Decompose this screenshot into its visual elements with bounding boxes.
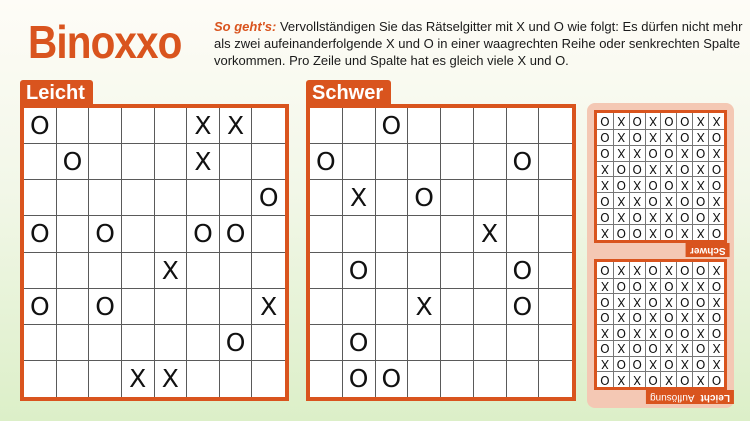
grid-cell[interactable] xyxy=(441,325,474,361)
grid-cell: O xyxy=(676,192,692,208)
grid-cell[interactable] xyxy=(89,361,122,397)
solution-grid-leicht xyxy=(594,259,727,390)
grid-cell[interactable] xyxy=(24,180,57,216)
grid-cell: X xyxy=(645,129,661,145)
grid-cell: O xyxy=(89,216,122,252)
grid-cell: O xyxy=(600,262,610,277)
grid-cell[interactable] xyxy=(57,361,90,397)
grid-cell: O xyxy=(692,145,708,161)
grid-cell: X xyxy=(692,129,708,145)
grid-cell: O xyxy=(692,208,708,224)
grid-cell[interactable] xyxy=(252,361,285,397)
grid-cell[interactable] xyxy=(539,216,572,252)
puzzle-grid-schwer xyxy=(306,104,576,401)
grid-cell[interactable] xyxy=(474,144,507,180)
grid-cell: O xyxy=(376,108,409,144)
grid-cell: O xyxy=(597,371,613,387)
grid-cell[interactable] xyxy=(376,325,409,361)
grid-cell: X xyxy=(645,278,661,294)
grid-cell: O xyxy=(661,278,677,294)
grid-cell: O xyxy=(343,361,376,397)
grid-cell[interactable] xyxy=(89,253,122,289)
grid-cell[interactable] xyxy=(24,253,57,289)
grid-cell: O xyxy=(661,325,677,341)
grid-cell[interactable] xyxy=(89,325,122,361)
grid-cell: X xyxy=(220,108,253,144)
grid-cell: O xyxy=(613,161,629,177)
grid-cell[interactable] xyxy=(57,216,90,252)
grid-cell: X xyxy=(629,145,645,161)
grid-cell: X xyxy=(661,371,677,387)
grid-cell: X xyxy=(613,371,629,387)
grid-cell[interactable] xyxy=(122,325,155,361)
grid-cell: O xyxy=(676,129,692,145)
grid-cell: O xyxy=(708,161,724,177)
grid-cell: O xyxy=(661,145,677,161)
grid-cell: O xyxy=(57,144,90,180)
grid-cell[interactable] xyxy=(122,216,155,252)
grid-cell[interactable] xyxy=(539,180,572,216)
grid-cell: O xyxy=(645,177,661,193)
grid-cell: O xyxy=(187,216,220,252)
grid-cell[interactable] xyxy=(474,180,507,216)
grid-cell[interactable] xyxy=(122,144,155,180)
grid-cell: X xyxy=(692,278,708,294)
grid-cell: O xyxy=(600,113,610,128)
grid-cell[interactable] xyxy=(539,289,572,325)
grid-cell[interactable] xyxy=(220,253,253,289)
grid-cell: O xyxy=(597,129,613,145)
grid-cell: O xyxy=(629,309,645,325)
grid-cell: X xyxy=(676,278,692,294)
grid-cell[interactable] xyxy=(122,289,155,325)
page-title: Binoxxo xyxy=(28,16,182,68)
grid-cell[interactable] xyxy=(57,180,90,216)
grid-cell: O xyxy=(220,325,253,361)
grid-cell: O xyxy=(343,325,376,361)
grid-cell: O xyxy=(661,356,677,372)
grid-cell: X xyxy=(187,144,220,180)
grid-cell[interactable] xyxy=(24,325,57,361)
grid-cell[interactable] xyxy=(155,108,188,144)
grid-cell: O xyxy=(629,113,645,129)
grid-cell[interactable] xyxy=(507,216,540,252)
grid-cell[interactable] xyxy=(408,108,441,144)
grid-cell[interactable] xyxy=(441,253,474,289)
grid-cell: X xyxy=(597,224,613,240)
grid-cell: X xyxy=(597,161,613,177)
grid-cell: X xyxy=(343,180,376,216)
grid-cell[interactable] xyxy=(310,361,343,397)
grid-cell[interactable] xyxy=(89,108,122,144)
grid-cell: X xyxy=(155,361,188,397)
grid-cell: O xyxy=(692,356,708,372)
grid-cell: O xyxy=(613,356,629,372)
grid-cell: X xyxy=(613,309,629,325)
grid-cell: X xyxy=(474,216,507,252)
grid-cell: X xyxy=(252,289,285,325)
grid-cell[interactable] xyxy=(155,144,188,180)
grid-cell: O xyxy=(597,309,613,325)
grid-cell[interactable] xyxy=(507,108,540,144)
grid-cell: O xyxy=(597,192,613,208)
grid-cell[interactable] xyxy=(252,144,285,180)
grid-cell: X xyxy=(629,371,645,387)
grid-cell: X xyxy=(692,309,708,325)
grid-cell[interactable] xyxy=(507,180,540,216)
grid-cell: X xyxy=(692,161,708,177)
grid-cell: O xyxy=(645,340,661,356)
grid-cell: O xyxy=(692,340,708,356)
grid-cell[interactable] xyxy=(408,325,441,361)
grid-cell[interactable] xyxy=(122,253,155,289)
grid-cell[interactable] xyxy=(310,253,343,289)
grid-cell: O xyxy=(676,293,692,309)
grid-cell: O xyxy=(597,208,613,224)
grid-cell[interactable] xyxy=(539,108,572,144)
grid-cell[interactable] xyxy=(220,289,253,325)
grid-cell: O xyxy=(676,161,692,177)
grid-cell: X xyxy=(661,129,677,145)
grid-cell: X xyxy=(645,224,661,240)
grid-cell: X xyxy=(629,293,645,309)
grid-cell[interactable] xyxy=(474,253,507,289)
grid-cell[interactable] xyxy=(24,144,57,180)
grid-cell: O xyxy=(24,216,57,252)
grid-cell[interactable] xyxy=(376,216,409,252)
grid-cell[interactable] xyxy=(441,180,474,216)
grid-cell: O xyxy=(597,145,613,161)
grid-cell: X xyxy=(597,325,613,341)
grid-cell: O xyxy=(310,144,343,180)
grid-cell: X xyxy=(613,262,629,278)
grid-cell[interactable] xyxy=(24,361,57,397)
grid-cell[interactable] xyxy=(441,108,474,144)
solution-label-leicht: LeichtAuflösung xyxy=(646,390,734,404)
grid-cell: X xyxy=(661,192,677,208)
grid-cell[interactable] xyxy=(252,216,285,252)
grid-cell[interactable] xyxy=(310,180,343,216)
grid-cell: X xyxy=(122,361,155,397)
grid-cell: O xyxy=(661,177,677,193)
grid-cell: X xyxy=(708,262,724,278)
grid-cell: X xyxy=(645,309,661,325)
grid-cell: X xyxy=(629,325,645,341)
grid-cell[interactable] xyxy=(376,253,409,289)
grid-cell: X xyxy=(708,340,724,356)
grid-cell: X xyxy=(676,177,692,193)
grid-cell[interactable] xyxy=(343,289,376,325)
grid-cell: O xyxy=(645,192,661,208)
grid-cell: X xyxy=(613,340,629,356)
grid-cell[interactable] xyxy=(220,361,253,397)
grid-cell: O xyxy=(661,113,677,129)
grid-cell: O xyxy=(220,216,253,252)
grid-cell: O xyxy=(692,192,708,208)
grid-cell[interactable] xyxy=(507,325,540,361)
grid-cell: X xyxy=(692,177,708,193)
grid-cell[interactable] xyxy=(122,108,155,144)
grid-cell: O xyxy=(676,262,692,278)
grid-cell: X xyxy=(661,161,677,177)
grid-cell[interactable] xyxy=(187,325,220,361)
grid-cell: X xyxy=(692,371,708,387)
grid-cell: O xyxy=(708,129,724,145)
grid-cell: X xyxy=(645,325,661,341)
grid-cell[interactable] xyxy=(408,216,441,252)
grid-cell: O xyxy=(629,129,645,145)
grid-cell[interactable] xyxy=(220,144,253,180)
grid-cell[interactable] xyxy=(343,108,376,144)
grid-cell[interactable] xyxy=(376,180,409,216)
instructions-lead: So geht's: xyxy=(214,19,277,34)
grid-cell[interactable] xyxy=(252,108,285,144)
grid-cell: O xyxy=(708,371,724,387)
grid-cell: O xyxy=(708,278,724,294)
grid-cell: X xyxy=(661,293,677,309)
grid-cell[interactable] xyxy=(539,361,572,397)
grid-cell: O xyxy=(629,208,645,224)
grid-cell: X xyxy=(708,113,724,129)
grid-cell: X xyxy=(708,208,724,224)
grid-leicht xyxy=(24,108,285,397)
grid-cell: X xyxy=(676,145,692,161)
grid-cell[interactable] xyxy=(252,325,285,361)
grid-cell: X xyxy=(645,113,661,129)
grid-cell: O xyxy=(676,208,692,224)
grid-cell[interactable] xyxy=(539,253,572,289)
grid-cell[interactable] xyxy=(252,253,285,289)
grid-cell: X xyxy=(613,293,629,309)
grid-schwer xyxy=(310,108,572,397)
grid-cell: X xyxy=(645,356,661,372)
grid-cell[interactable] xyxy=(376,144,409,180)
grid-cell: O xyxy=(613,278,629,294)
grid-cell: X xyxy=(597,278,613,294)
grid-cell: X xyxy=(692,325,708,341)
grid-cell: X xyxy=(613,113,629,129)
grid-cell: X xyxy=(613,129,629,145)
grid-cell[interactable] xyxy=(507,361,540,397)
grid-cell[interactable] xyxy=(57,325,90,361)
grid-cell: O xyxy=(645,371,661,387)
tab-leicht: Leicht xyxy=(20,80,93,106)
grid-cell: O xyxy=(629,356,645,372)
grid-cell[interactable] xyxy=(187,289,220,325)
grid-cell: X xyxy=(597,177,613,193)
grid-cell[interactable] xyxy=(187,361,220,397)
puzzle-grid-leicht xyxy=(20,104,289,401)
grid-cell: O xyxy=(597,293,613,309)
grid-cell: O xyxy=(661,224,677,240)
solution-label-schwer: Schwer xyxy=(686,243,730,257)
grid-cell: O xyxy=(676,113,692,129)
grid-cell: X xyxy=(692,113,708,129)
grid-cell: O xyxy=(629,224,645,240)
grid-cell: X xyxy=(629,177,645,193)
grid-cell: O xyxy=(597,340,613,356)
grid-cell: O xyxy=(507,144,540,180)
grid-cell: X xyxy=(676,356,692,372)
instructions xyxy=(214,18,744,69)
grid-cell[interactable] xyxy=(441,289,474,325)
grid-cell: O xyxy=(645,145,661,161)
grid-cell: X xyxy=(708,293,724,309)
grid-cell[interactable] xyxy=(89,180,122,216)
grid-cell[interactable] xyxy=(376,289,409,325)
grid-cell: X xyxy=(645,208,661,224)
grid-cell: X xyxy=(692,224,708,240)
grid-cell: X xyxy=(676,309,692,325)
grid-cell: O xyxy=(692,262,708,278)
grid-cell[interactable] xyxy=(220,180,253,216)
grid-cell: X xyxy=(661,262,677,278)
grid-cell: X xyxy=(708,145,724,161)
grid-cell: O xyxy=(661,309,677,325)
grid-cell: O xyxy=(613,224,629,240)
grid-cell: X xyxy=(661,340,677,356)
grid-cell: X xyxy=(629,262,645,278)
grid-cell: X xyxy=(645,161,661,177)
grid-cell: O xyxy=(613,325,629,341)
grid-cell[interactable] xyxy=(474,108,507,144)
grid-cell[interactable] xyxy=(310,108,343,144)
grid-cell[interactable] xyxy=(187,253,220,289)
instructions-text: Vervollständigen Sie das Rätselgitter mit X und O wie folgt: Es dürfen nicht mehr als zwei aufeinanderfolgende X und O in einer waagrechten Reihe oder senkrechten Spalte vorkommen. Pro Zeile und Spalte hat es gleich viele X und O. xyxy=(214,19,743,68)
grid-cell: O xyxy=(645,262,661,278)
grid-cell: O xyxy=(24,108,57,144)
grid-cell[interactable] xyxy=(441,216,474,252)
grid-cell: O xyxy=(676,325,692,341)
grid-cell[interactable] xyxy=(57,253,90,289)
grid-cell: X xyxy=(661,208,677,224)
grid-cell[interactable] xyxy=(310,289,343,325)
tab-schwer: Schwer xyxy=(306,80,391,106)
grid-cell: O xyxy=(676,371,692,387)
grid-cell: X xyxy=(676,224,692,240)
grid-cell[interactable] xyxy=(310,325,343,361)
grid-cell: X xyxy=(187,108,220,144)
grid-cell: O xyxy=(708,325,724,341)
grid-cell[interactable] xyxy=(474,361,507,397)
grid-cell: X xyxy=(613,208,629,224)
grid-cell[interactable] xyxy=(122,180,155,216)
grid-cell[interactable] xyxy=(310,216,343,252)
grid-cell: X xyxy=(597,356,613,372)
grid-cell[interactable] xyxy=(408,144,441,180)
grid-cell[interactable] xyxy=(474,325,507,361)
grid-cell[interactable] xyxy=(155,289,188,325)
grid-cell: X xyxy=(408,289,441,325)
grid-cell[interactable] xyxy=(441,361,474,397)
grid-cell[interactable] xyxy=(539,325,572,361)
grid-cell: O xyxy=(89,289,122,325)
grid-cell: X xyxy=(676,340,692,356)
grid-cell: X xyxy=(613,192,629,208)
grid-cell: X xyxy=(708,356,724,372)
grid-cell: O xyxy=(507,289,540,325)
grid-cell[interactable] xyxy=(187,180,220,216)
grid-cell: O xyxy=(629,340,645,356)
grid-cell: X xyxy=(155,253,188,289)
grid-cell: O xyxy=(629,278,645,294)
grid-cell[interactable] xyxy=(343,216,376,252)
grid-cell: O xyxy=(645,293,661,309)
grid-cell[interactable] xyxy=(408,361,441,397)
grid-cell: X xyxy=(629,192,645,208)
grid-cell: O xyxy=(507,253,540,289)
grid-cell: O xyxy=(376,361,409,397)
grid-cell[interactable] xyxy=(155,180,188,216)
grid-cell[interactable] xyxy=(155,325,188,361)
grid-cell: O xyxy=(708,177,724,193)
grid-cell[interactable] xyxy=(343,144,376,180)
grid-cell[interactable] xyxy=(474,289,507,325)
grid-cell[interactable] xyxy=(57,289,90,325)
grid-cell[interactable] xyxy=(441,144,474,180)
grid-cell[interactable] xyxy=(539,144,572,180)
grid-cell[interactable] xyxy=(89,144,122,180)
grid-cell: X xyxy=(613,145,629,161)
grid-cell: O xyxy=(708,224,724,240)
grid-cell: O xyxy=(708,309,724,325)
solution-grid-schwer xyxy=(594,110,727,243)
grid-cell: O xyxy=(252,180,285,216)
grid-cell[interactable] xyxy=(155,216,188,252)
grid-cell[interactable] xyxy=(408,253,441,289)
grid-cell: O xyxy=(408,180,441,216)
grid-cell: O xyxy=(692,293,708,309)
grid-cell: O xyxy=(629,161,645,177)
grid-cell: O xyxy=(343,253,376,289)
grid-cell[interactable] xyxy=(57,108,90,144)
grid-cell: O xyxy=(24,289,57,325)
grid-cell: X xyxy=(708,192,724,208)
grid-cell: O xyxy=(613,177,629,193)
